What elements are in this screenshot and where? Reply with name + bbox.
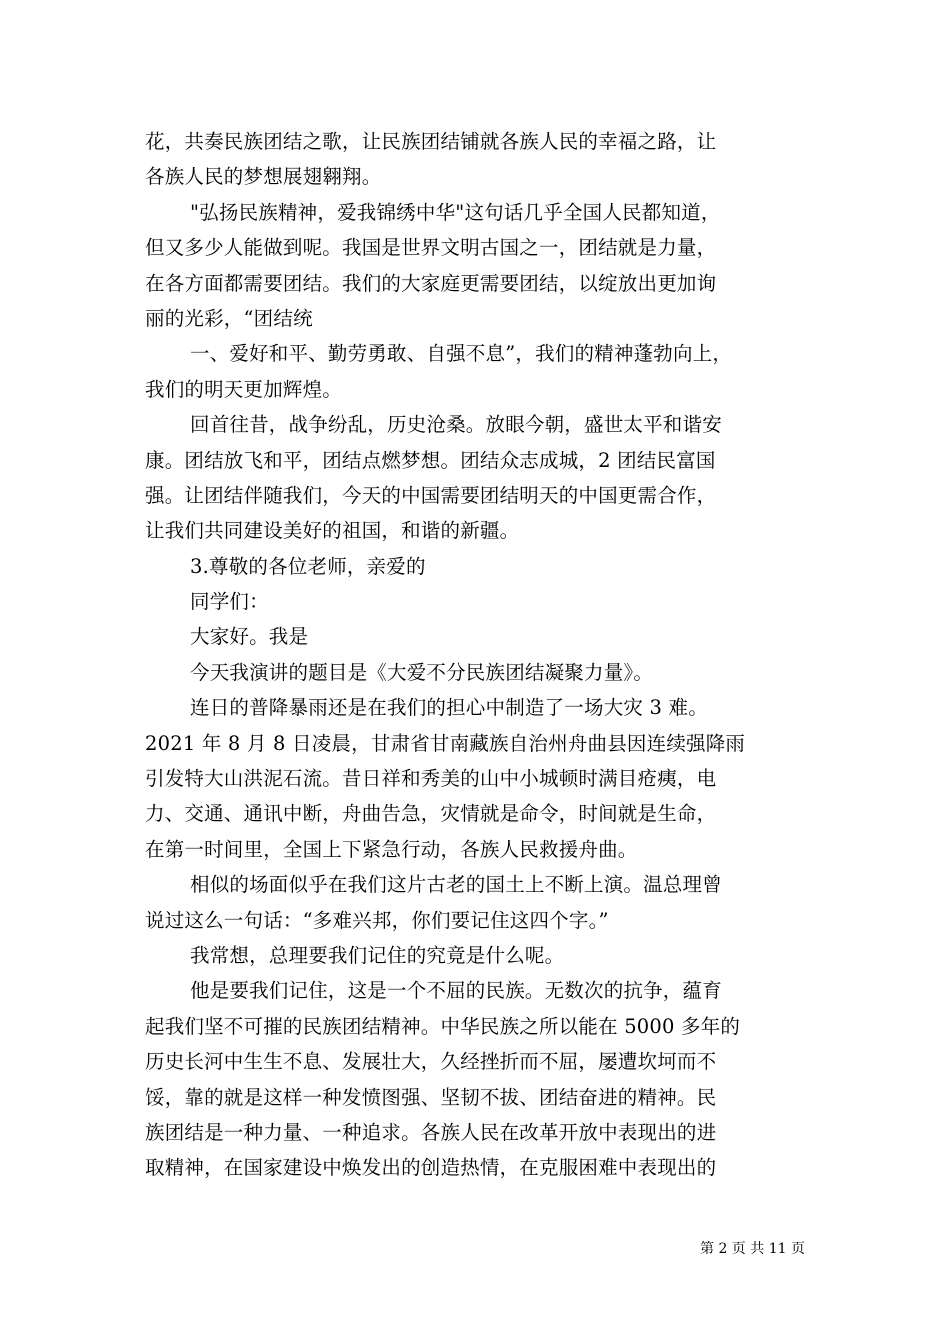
text-line: 说过这么一句话：“多难兴邦，你们要记住这四个字。” xyxy=(145,908,609,932)
text-line: 相似的场面似乎在我们这片古老的国土上不断上演。温总理曾 xyxy=(190,873,722,897)
text-line: 一、爱好和平、勤劳勇敢、自强不息”，我们的精神蓬勃向上， xyxy=(190,342,733,366)
text-line: 他是要我们记住，这是一个不屈的民族。无数次的抗争，蕴育 xyxy=(190,979,722,1003)
text-line: 各族人民的梦想展翅翱翔。 xyxy=(145,165,382,189)
text-line: 引发特大山洪泥石流。昔日祥和秀美的山中小城顿时满目疮痍，电 xyxy=(145,767,717,791)
text-line: 族团结是一种力量、一种追求。各族人民在改革开放中表现出的进 xyxy=(145,1120,717,1144)
text-line: 强。让团结伴随我们，今天的中国需要团结明天的中国更需合作， xyxy=(145,483,717,507)
text-line: 我常想，总理要我们记住的究竟是什么呢。 xyxy=(190,943,565,967)
text-line: 在第一时间里，全国上下紧急行动，各族人民救援舟曲。 xyxy=(145,837,638,861)
text-line: 丽的光彩，“团结统 xyxy=(145,306,313,330)
text-line: 但又多少人能做到呢。我国是世界文明古国之一，团结就是力量， xyxy=(145,236,717,260)
text-line: 起我们坚不可摧的民族团结精神。中华民族之所以能在 5000 多年的 xyxy=(145,1014,741,1038)
text-line: 2021 年 8 月 8 日凌晨，甘肃省甘南藏族自治州舟曲县因连续强降雨 xyxy=(145,731,746,755)
text-line: 康。团结放飞和平，团结点燃梦想。团结众志成城，2 团结民富国 xyxy=(145,448,716,472)
text-line: 花，共奏民族团结之歌，让民族团结铺就各族人民的幸福之路，让 xyxy=(145,130,717,153)
text-line: 取精神，在国家建设中焕发出的创造热情，在克服困难中表现出的 xyxy=(145,1156,717,1180)
text-line: 连日的普降暴雨还是在我们的担心中制造了一场大灾 3 难。 xyxy=(190,696,708,720)
text-line: 我们的明天更加辉煌。 xyxy=(145,377,343,401)
text-line: 大家好。我是 xyxy=(190,625,309,649)
text-line: 力、交通、通讯中断，舟曲告急，灾情就是命令，时间就是生命， xyxy=(145,802,717,826)
text-line: 今天我演讲的题目是《大爱不分民族团结凝聚力量》。 xyxy=(190,660,654,684)
text-line: "弘扬民族精神，爱我锦绣中华"这句话几乎全国人民都知道， xyxy=(190,200,721,224)
text-line: 同学们： xyxy=(190,590,269,614)
text-line: 历史长河中生生不息、发展壮大，久经挫折而不屈，屡遭坎坷而不 xyxy=(145,1050,717,1074)
text-line: 在各方面都需要团结。我们的大家庭更需要团结，以绽放出更加询 xyxy=(145,271,717,295)
text-line: 3.尊敬的各位老师，亲爱的 xyxy=(190,554,426,578)
text-line: 馁，靠的就是这样一种发愤图强、坚韧不拔、团结奋进的精神。民 xyxy=(145,1085,717,1109)
page-number-footer: 第 2 页 共 11 页 xyxy=(700,1241,805,1257)
document-body xyxy=(145,124,810,1186)
text-line: 让我们共同建设美好的祖国，和谐的新疆。 xyxy=(145,519,520,543)
text-line: 回首往昔，战争纷乱，历史沧桑。放眼今朝，盛世太平和谐安 xyxy=(190,413,722,437)
